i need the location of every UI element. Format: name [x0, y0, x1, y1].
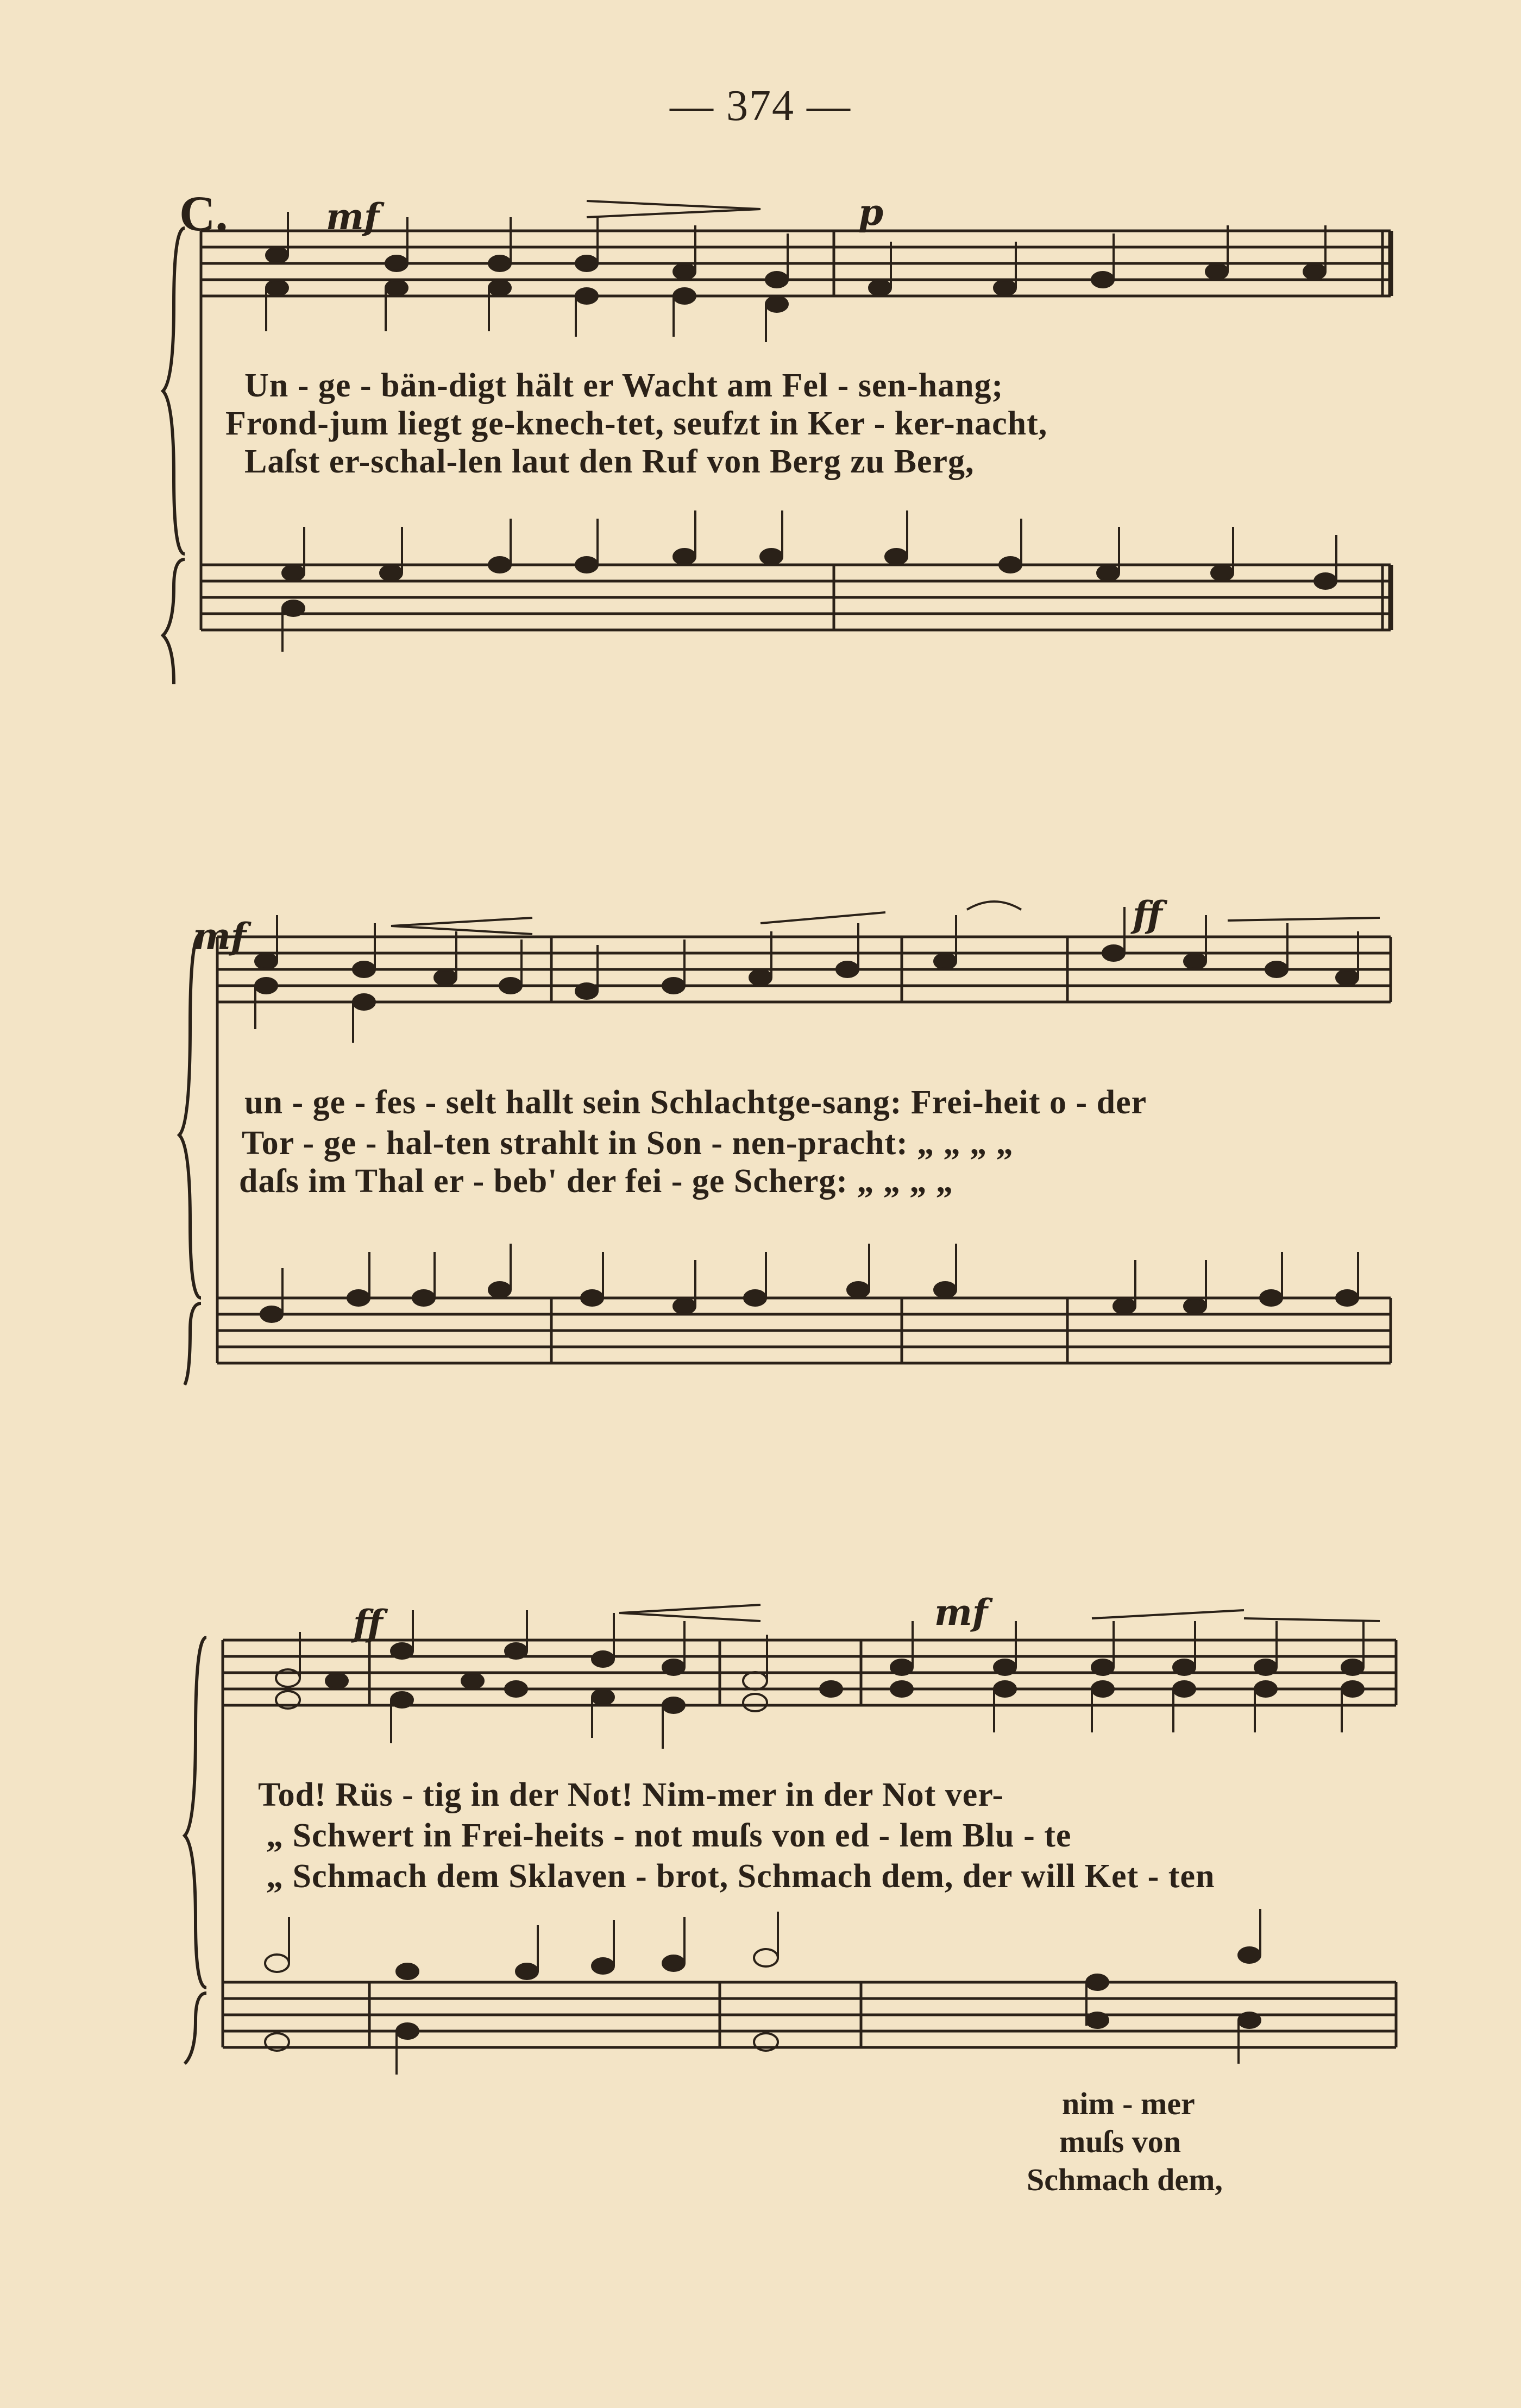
music-system-1 [0, 191, 1521, 684]
lyric-line-1: Tod! Rüs - tig in der Not! Nim-mer in der Not ver- [258, 1776, 1004, 1813]
dynamic-marking: ff [1133, 893, 1162, 936]
lyric-line-3: Laſst er-schal-len laut den Ruf von Berg zu Berg, [244, 443, 975, 480]
lyric-line-3: „ Schmach dem Sklaven - brot, Schmach dem, der will Ket - ten [266, 1858, 1215, 1895]
dynamic-marking: mf [934, 1591, 988, 1634]
dynamic-marking: mf [193, 915, 247, 957]
lower-staff-lyric-3: Schmach dem, [1027, 2162, 1223, 2197]
dynamic-marking: p [858, 191, 884, 234]
section-letter: C. [179, 186, 228, 241]
music-system-2 [0, 893, 1521, 1385]
lyric-line-2: Frond-jum liegt ge-knech-tet, seufzt in Ker - ker-nacht, [225, 405, 1048, 442]
lyric-line-1: Un - ge - bän-digt hält er Wacht am Fel - sen-hang; [244, 367, 1004, 404]
music-system-3 [0, 1591, 1521, 2205]
dynamic-marking: ff [353, 1602, 383, 1644]
lyric-line-2: Tor - ge - hal-ten strahlt in Son - nen-pracht: „ „ „ „ [242, 1125, 1014, 1162]
lyric-line-2: „ Schwert in Frei-heits - not muſs von ed - lem Blu - te [266, 1817, 1072, 1854]
page-number: — 374 — [670, 82, 851, 130]
lyric-line-3: daſs im Thal er - beb' der fei - ge Scherg: „ „ „ „ [239, 1163, 954, 1200]
lyric-line-1: un - ge - fes - selt hallt sein Schlachtge-sang: Frei-heit o - der [244, 1084, 1147, 1121]
dynamic-marking: mf [326, 196, 380, 238]
lower-staff-lyric-1: nim - mer [1062, 2086, 1195, 2121]
lower-staff-lyric-2: muſs von [1059, 2124, 1181, 2159]
